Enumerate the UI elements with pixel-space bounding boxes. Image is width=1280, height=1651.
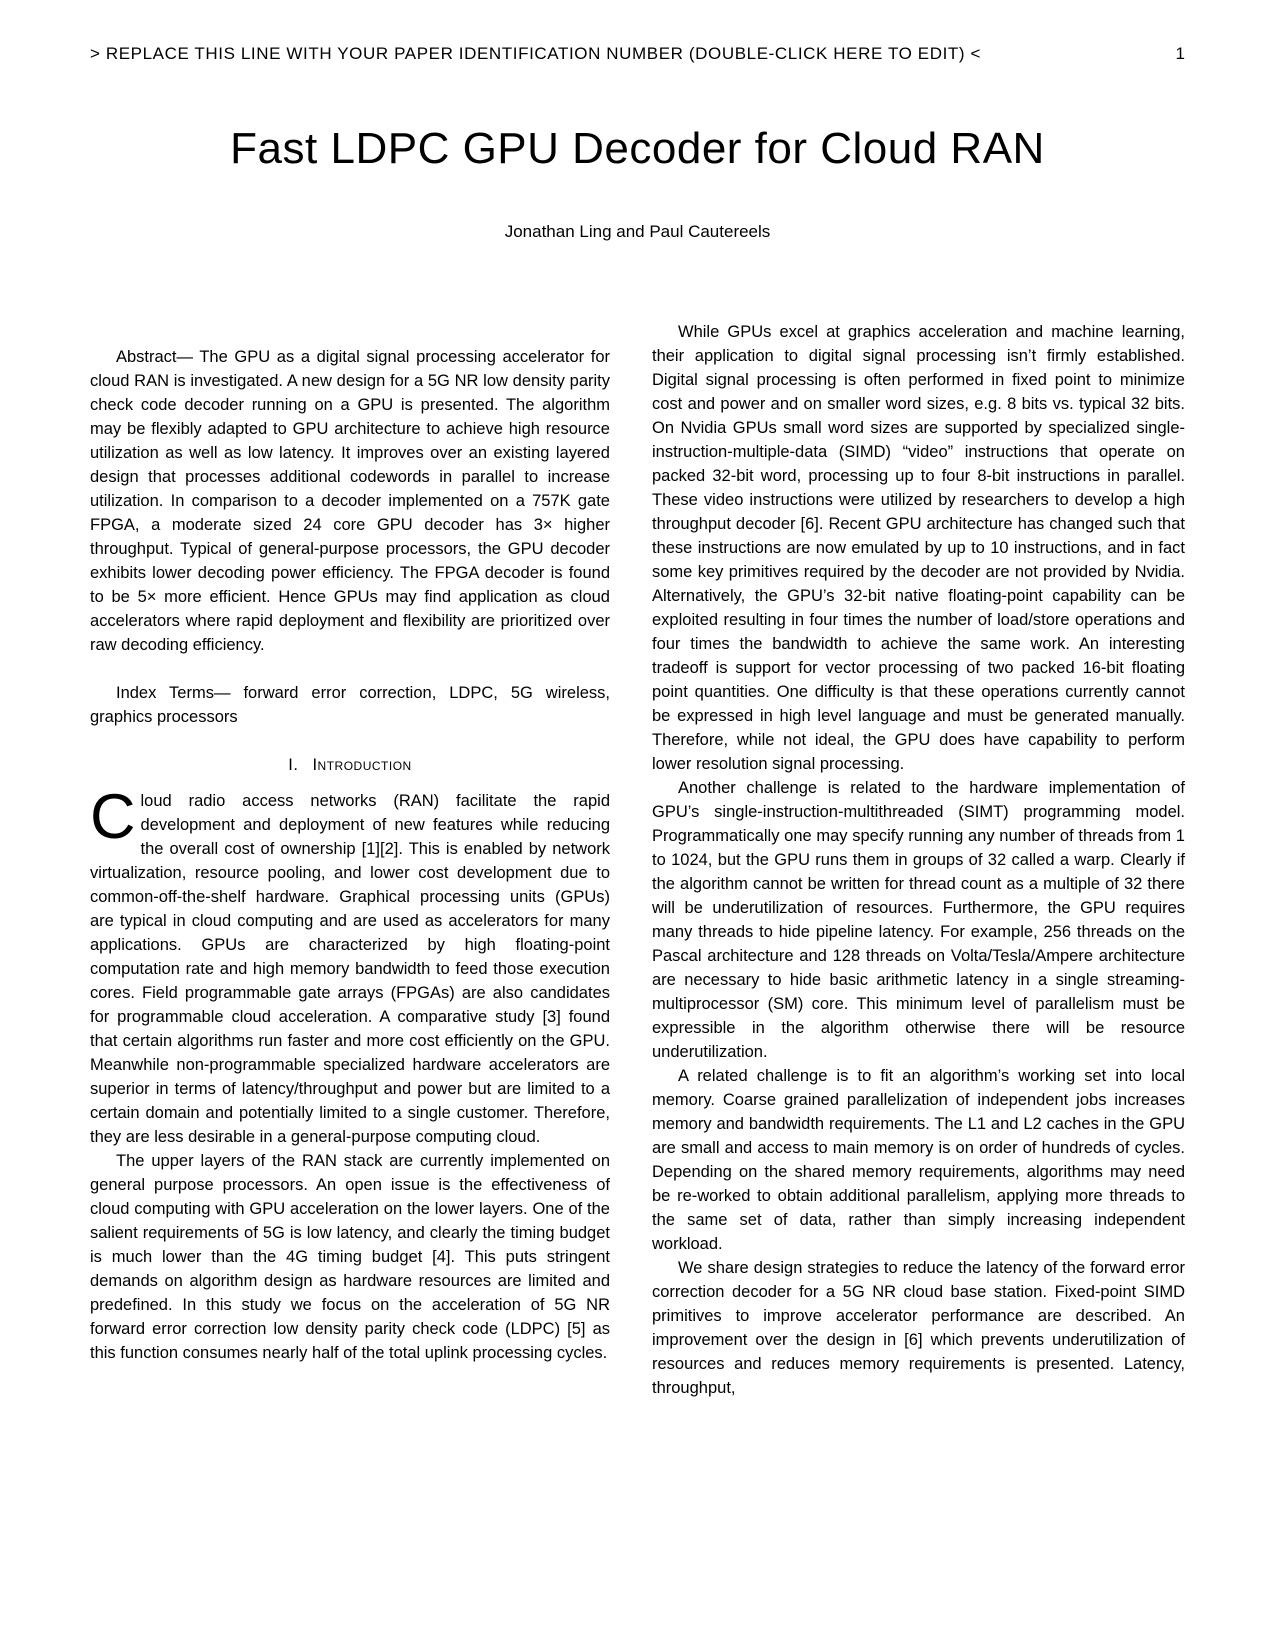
running-header — [90, 44, 1185, 64]
body-paragraph: While GPUs excel at graphics acceleration and machine learning, their application to digital signal processing isn’t firmly established. Digital signal processing is often performed in fixed point to minimize cost and power and on smaller word sizes, e.g. 8 bits vs. typical 32 bits. On Nvidia GPUs small word sizes are supported by specialized single-instruction-multiple-data (SIMD) “video” instructions that operate on packed 32-bit word, processing up to four 8-bit instructions in parallel. These video instructions were utilized by researchers to develop a high throughput decoder [6]. Recent GPU architecture has changed such that these instructions are now emulated by up to 10 instructions, and in fact some key primitives required by the decoder are not provided by Nvidia. Alternatively, the GPU’s 32-bit native floating-point capability can be exploited resulting in four times the number of load/store operations and four times the bandwidth to achieve the same work. An interesting tradeoff is support for vector processing of two packed 16-bit floating point quantities. One difficulty is that these operations currently cannot be expressed in high level language and must be generated manually. Therefore, while not ideal, the GPU does have capability to perform lower resolution signal processing. — [652, 323, 1185, 773]
intro-paragraph-1 — [90, 782, 610, 1149]
section-title: Introduction — [312, 756, 412, 774]
left-column — [90, 320, 610, 1400]
section-heading-introduction — [90, 753, 610, 777]
index-terms-text: forward error correction, LDPC, 5G wireless, graphics processors — [90, 684, 610, 726]
two-column-body — [90, 320, 1185, 1400]
paper-title: Fast LDPC GPU Decoder for Cloud RAN — [230, 124, 1045, 173]
paper-authors: Jonathan Ling and Paul Cautereels — [504, 222, 771, 241]
abstract-text: The GPU as a digital signal processing accelerator for cloud RAN is investigated. A new design for a 5G NR low density parity check code decoder running on a GPU is presented. The algorithm may be flexibly adapted to GPU architecture to achieve high resource utilization as well as low latency. It improves over an existing layered design that processes additional codewords in parallel to increase utilization. In comparison to a decoder implemented on a 757K gate FPGA, a moderate sized 24 core GPU decoder has 3× higher throughput. Typical of general-purpose processors, the GPU decoder exhibits lower decoding power efficiency. The FPGA decoder is found to be 5× more efficient. Hence GPUs may find application as cloud accelerators where rapid deployment and flexibility are prioritized over raw decoding efficiency. — [90, 348, 610, 654]
right-column — [652, 320, 1185, 1400]
index-terms-paragraph — [90, 681, 610, 729]
body-paragraph: A related challenge is to fit an algorithm’s working set into local memory. Coarse grained parallelization of independent jobs increases memory and bandwidth requirements. The L1 and L2 caches in the GPU are small and access to main memory is on order of hundreds of cycles. Depending on the shared memory requirements, algorithms may need be re-worked to obtain additional parallelism, applying more threads to the same set of data, rather than simply increasing independent workload. — [652, 1067, 1185, 1253]
running-header-title[interactable]: > REPLACE THIS LINE WITH YOUR PAPER IDENTIFICATION NUMBER (DOUBLE-CLICK HERE TO EDIT) < — [90, 44, 982, 63]
index-terms-label: Index Terms— — [116, 684, 231, 702]
body-paragraph: We share design strategies to reduce the latency of the forward error correction decoder for a 5G NR cloud base station. Fixed-point SIMD primitives to improve accelerator performance are described. An improvement over the design in [6] which prevents underutilization of resources and reduces memory requirements is presented. Latency, throughput, — [652, 1259, 1185, 1397]
abstract-label: Abstract— — [116, 348, 194, 366]
section-number: I. — [288, 756, 299, 774]
body-paragraph: Another challenge is related to the hardware implementation of GPU’s single-instruction-multithreaded (SIMT) programming model. Programmatically one may specify running any number of threads from 1 to 1024, but the GPU runs them in groups of 32 called a warp. Clearly if the algorithm cannot be written for thread count as a multiple of 32 there will be underutilization of resources. Furthermore, the GPU requires many threads to hide pipeline latency. For example, 256 threads on the Pascal architecture and 128 threads on Volta/Tesla/Ampere architecture are necessary to hide basic arithmetic latency in a single streaming-multiprocessor (SM) core. This minimum level of parallelism must be expressible in the algorithm otherwise there will be resource underutilization. — [652, 779, 1185, 1061]
page-number: 1 — [1175, 44, 1185, 63]
drop-cap: C — [90, 782, 136, 852]
intro-paragraph-2: The upper layers of the RAN stack are currently implemented on general purpose processors. An open issue is the effectiveness of cloud computing with GPU acceleration on the lower layers. One of the salient requirements of 5G is low latency, and clearly the timing budget is much lower than the 4G timing budget [4]. This puts stringent demands on algorithm design as hardware resources are limited and predefined. In this study we focus on the acceleration of 5G NR forward error correction low density parity check code (LDPC) [5] as this function consumes nearly half of the total uplink processing cycles. — [90, 1152, 610, 1362]
abstract-paragraph — [90, 320, 610, 657]
intro-paragraph-1-text: loud radio access networks (RAN) facilitate the rapid development and deployment of new features while reducing the overall cost of ownership [1][2]. This is enabled by network virtualization, resource pooling, and lower cost development due to common-off-the-shelf hardware. Graphical processing units (GPUs) are typical in cloud computing and are used as accelerators for many applications. GPUs are characterized by high floating-point computation rate and high memory bandwidth to feed those execution cores. Field programmable gate arrays (FPGAs) are also candidates for programmable cloud acceleration. A comparative study [3] found that certain algorithms run faster and more cost efficiently on the GPU. Meanwhile non-programmable specialized hardware accelerators are superior in terms of latency/throughput and power but are limited to a certain domain and potentially limited to a single customer. Therefore, they are less desirable in a general-purpose computing cloud. — [90, 792, 610, 1146]
